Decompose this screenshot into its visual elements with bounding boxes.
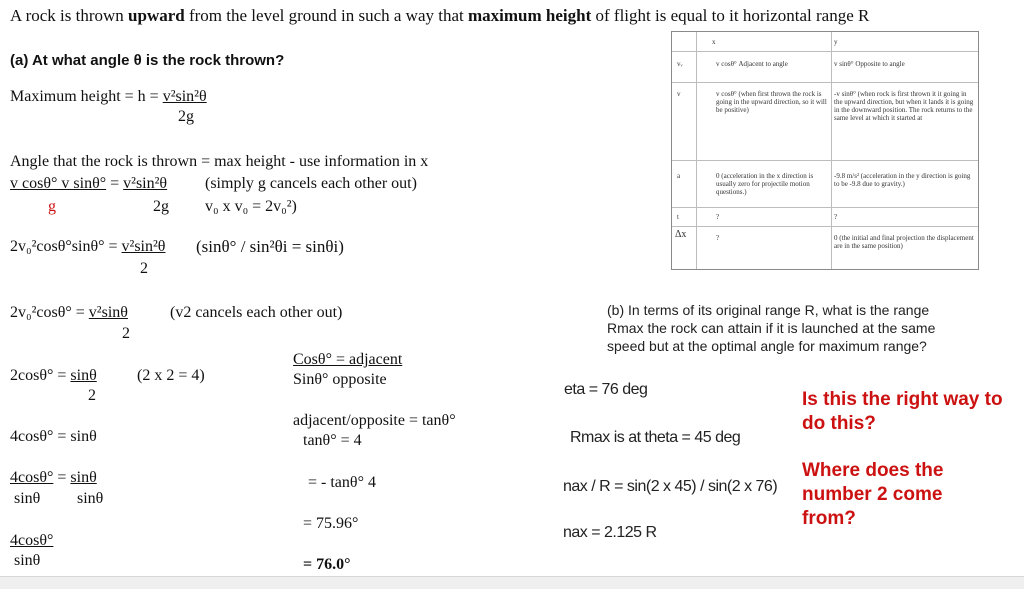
part-a-question: (a) At what angle θ is the rock thrown? (10, 52, 285, 69)
problem-statement (10, 6, 890, 28)
intro-c: of flight is equal to it horizontal range R (591, 6, 870, 25)
comment-right-way: Is this the right way to do this? (802, 389, 1003, 434)
eq3-note: (v2 cancels each other out) (170, 304, 343, 321)
eq2-den: 2 (140, 260, 148, 277)
max-height-numerator: v²sin²θ (162, 88, 207, 105)
tan-equation: tanθ° = 4 (303, 432, 362, 449)
eq6-eq: = (53, 469, 71, 486)
max-height-line (10, 88, 207, 106)
eq1-den-right: 2g (153, 198, 169, 215)
table-cell-y: -9.8 m/s² (acceleration in the y direction is going to be -9.8 due to gravity.) (834, 172, 971, 188)
eq3-den: 2 (122, 325, 130, 342)
table-row-label: vᵥ (677, 60, 683, 68)
table-cell-y: v sinθ° Opposite to angle (834, 60, 905, 68)
trig-num-text: Cosθ° = adjacent (293, 351, 403, 368)
table-row-label: t (677, 213, 679, 221)
eq4-den: 2 (88, 387, 96, 404)
table-row-label: v (677, 90, 681, 98)
intro-maxheight: maximum height (468, 6, 592, 25)
equation-5: 4cosθ° = sinθ (10, 428, 97, 445)
eq3-lhs: 2v₀²cosθ° = (10, 304, 89, 321)
max-height-label: Maximum height = h = (10, 88, 163, 105)
eq1-den-left: g (48, 198, 56, 215)
trig-numerator (293, 351, 402, 369)
table-cell-x: v cosθ° (when first thrown the rock is going in the upward direction, so it will be positive) (716, 90, 827, 114)
eq4-note: (2 x 2 = 4) (137, 367, 205, 384)
tan-inverse: = - tanθ° 4 (308, 474, 376, 491)
trig-ratio: adjacent/opposite = tanθ° (293, 412, 456, 429)
comment-number-two: Where does the number 2 come from? (802, 460, 944, 529)
equation-4 (10, 367, 97, 385)
eq6-num-right: sinθ (70, 469, 97, 486)
eq1-rhs: v²sin²θ (123, 175, 168, 192)
table-cell-x: v cosθ° Adjacent to angle (716, 60, 788, 68)
eq6-den-left: sinθ (14, 490, 41, 507)
equation-3 (10, 304, 128, 322)
eq2-lhs: 2v₀²cosθ°sinθ° = (10, 238, 122, 255)
equation-6 (10, 469, 97, 487)
intro-a: A rock is thrown (10, 6, 129, 25)
table-header-y: y (834, 38, 838, 46)
eq7-num: 4cosθ° (10, 532, 54, 549)
angle-result-2: = 76.0° (303, 556, 351, 573)
eq6-num-left: 4cosθ° (10, 469, 54, 486)
angle-result-1: = 75.96° (303, 515, 359, 532)
table-cell-y: ? (834, 213, 838, 221)
eq6-den-right: sinθ (77, 490, 104, 507)
table-cell-y: -v sinθ° (when rock is first thrown it it going in the upward direction, but when it lands it is going in the downward position. The rock returns to the same level at which it started at (834, 90, 974, 122)
eq4-lhs: 2cosθ° = (10, 367, 71, 384)
table-cell-x: ? (716, 213, 720, 221)
handwritten-line-3: nax / R = sin(2 x 45) / sin(2 x 76) (563, 478, 778, 495)
eq1-note: (simply g cancels each other out) (205, 175, 417, 192)
eq1-lhs: v cosθ° v sinθ° (10, 175, 107, 192)
handwritten-line-1: eta = 76 deg (564, 381, 648, 398)
kinematics-table (671, 31, 979, 270)
eq4-frac: sinθ (70, 367, 97, 384)
eq2-frac: v²sin²θ (121, 238, 166, 255)
eq7-den: sinθ (14, 552, 41, 569)
trig-denominator: Sinθ° opposite (293, 371, 387, 388)
equation-1 (10, 175, 167, 193)
table-header-x: x (712, 38, 716, 46)
table-cell-x: ? (716, 234, 720, 242)
eq3-frac: v²sinθ (88, 304, 128, 321)
handwritten-line-4: nax = 2.125 R (563, 524, 657, 541)
bottom-scrollbar[interactable] (0, 576, 1024, 589)
equation-2 (10, 238, 165, 256)
intro-b: from the level ground in such a way that (184, 6, 468, 25)
eq2-note: (sinθ° / sin²θi = sinθi) (196, 237, 344, 256)
eq1-vx: v₀ x v₀ = 2v₀²) (205, 198, 297, 215)
angle-explanation: Angle that the rock is thrown = max height - use information in x (10, 153, 429, 170)
handwritten-line-2: Rmax is at theta = 45 deg (570, 429, 741, 446)
eq1-mid: = (106, 175, 124, 192)
table-cell-x: 0 (acceleration in the x direction is usually zero for projectile motion questions.) (716, 172, 814, 196)
intro-upward: upward (128, 6, 185, 25)
table-row-label: Δx (675, 229, 687, 240)
table-row-label: a (677, 172, 681, 180)
table-cell-y: 0 (the initial and final projection the displacement are in the same position) (834, 234, 974, 250)
max-height-denominator: 2g (178, 108, 194, 125)
part-b-question: (b) In terms of its original range R, what is the range Rmax the rock can attain if it is launched at the same speed but at the optimal angle for maximum range? (607, 302, 936, 354)
